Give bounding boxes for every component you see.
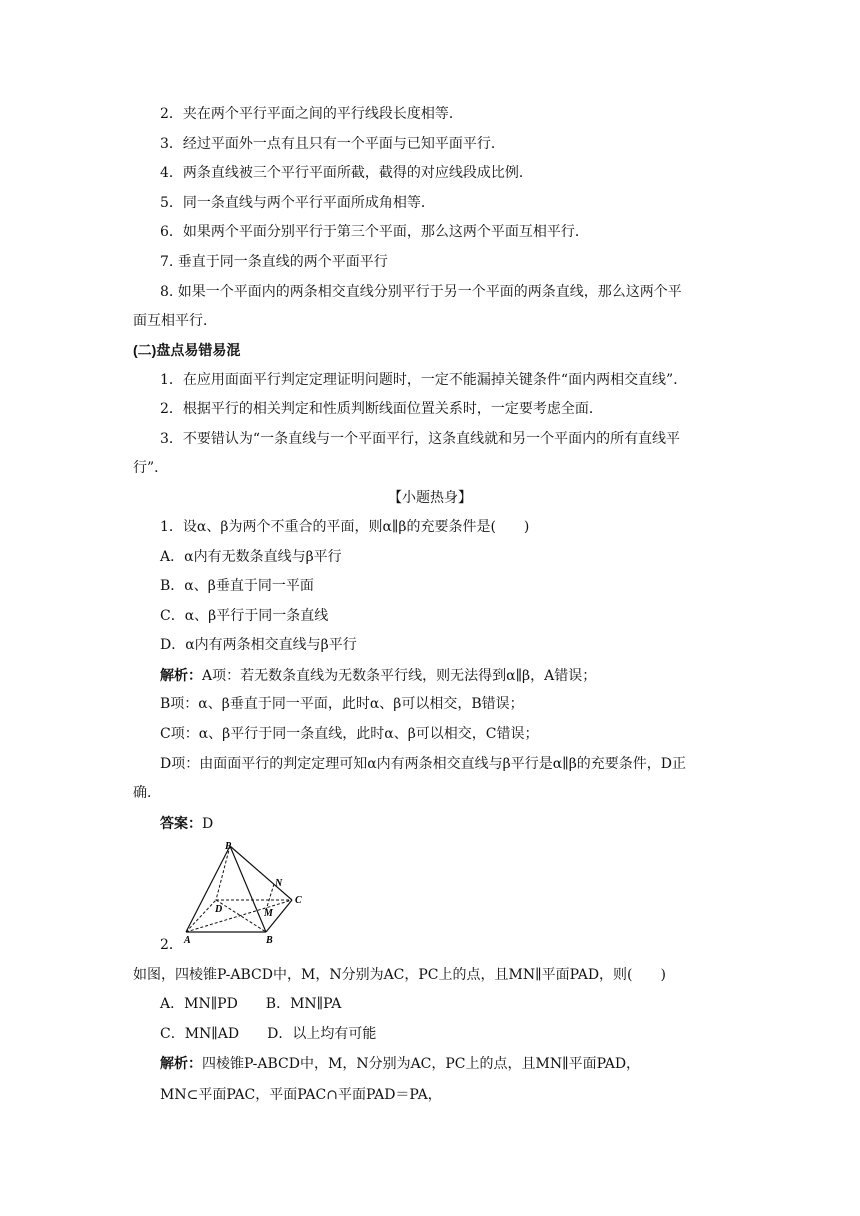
analysis-line: B项：α、β垂直于同一平面，此时α、β可以相交，B错误；	[160, 696, 524, 712]
text-line: 4．两条直线被三个平行平面所截，截得的对应线段成比例．	[160, 165, 533, 181]
text-line: 2．夹在两个平行平面之间的平行线段长度相等．	[160, 106, 463, 122]
analysis-label: 解析：	[160, 1055, 202, 1071]
text-line: 8. 如果一个平面内的两条相交直线分别平行于另一个平面的两条直线，那么这两个平	[160, 284, 682, 300]
option-b: B．α、β垂直于同一平面	[160, 578, 314, 594]
label-m: M	[264, 908, 273, 919]
analysis-line: D项：由面面平行的判定定理可知α内有两条相交直线与β平行是α∥β的充要条件，D正	[160, 756, 687, 772]
analysis-line	[160, 1053, 640, 1074]
edge-pd	[216, 846, 230, 900]
label-c: C	[295, 895, 302, 906]
text-line: 1．在应用面面平行判定定理证明问题时，一定不能漏掉关键条件“面内两相交直线”．	[160, 372, 688, 388]
text-line: 6．如果两个平面分别平行于第三个平面，那么这两个平面互相平行．	[160, 224, 589, 240]
label-p: P	[225, 841, 232, 852]
label-b: B	[266, 935, 273, 946]
analysis-line	[160, 665, 596, 686]
options-row: C．MN∥AD D．以上均有可能	[160, 1026, 377, 1042]
label-n: N	[275, 878, 283, 889]
edge-pb	[230, 846, 266, 932]
question-stem: 如图，四棱锥P-ABCD中，M，N分别为AC，PC上的点，且MN∥平面PAD，则( )	[133, 967, 666, 983]
pyramid-figure	[178, 840, 308, 948]
answer-line	[160, 813, 213, 834]
text-line: 行”．	[133, 460, 169, 476]
text-line: 3．经过平面外一点有且只有一个平面与已知平面平行．	[160, 136, 505, 152]
question-stem: 1．设α、β为两个不重合的平面，则α∥β的充要条件是( )	[160, 519, 530, 535]
option-c: C．α、β平行于同一条直线	[160, 608, 329, 624]
answer-label: 答案：	[160, 815, 202, 831]
analysis-line: C项：α、β平行于同一条直线，此时α、β可以相交，C错误；	[160, 726, 539, 742]
edge-bd	[216, 900, 266, 932]
option-d: D．α内有两条相交直线与β平行	[160, 637, 357, 653]
analysis-text: 四棱锥P-ABCD中，M，N分别为AC，PC上的点，且MN∥平面PAD，	[202, 1056, 641, 1072]
question-number: 2．	[160, 937, 183, 953]
label-d: D	[215, 904, 223, 915]
edge-pc	[230, 846, 292, 900]
edge-pa	[186, 846, 230, 932]
analysis-label: 解析：	[160, 667, 202, 683]
label-a: A	[184, 935, 191, 946]
text-line: 面互相平行．	[133, 313, 217, 329]
edge-ac	[186, 900, 292, 932]
text-line: 5．同一条直线与两个平行平面所成角相等．	[160, 195, 435, 211]
option-a: A．α内有无数条直线与β平行	[160, 549, 342, 565]
text-line: 7. 垂直于同一条直线的两个平面平行	[160, 254, 388, 270]
options-row: A．MN∥PD B．MN∥PA	[160, 996, 342, 1012]
text-line: 3．不要错认为“一条直线与一个平面平行，这条直线就和另一个平面内的所有直线平	[160, 431, 681, 447]
warmup-heading: 【小题热身】	[388, 490, 472, 506]
analysis-text: A项：若无数条直线为无数条平行线，则无法得到α∥β，A错误；	[202, 668, 597, 684]
analysis-line: 确．	[133, 785, 161, 801]
text-line: 2．根据平行的相关判定和性质判断线面位置关系时，一定要考虑全面．	[160, 401, 603, 417]
analysis-line: MN⊂平面PAC，平面PAC∩平面PAD＝PA，	[160, 1087, 442, 1103]
section-heading: (二)盘点易错易混	[133, 342, 241, 358]
answer-value: D	[202, 816, 214, 832]
